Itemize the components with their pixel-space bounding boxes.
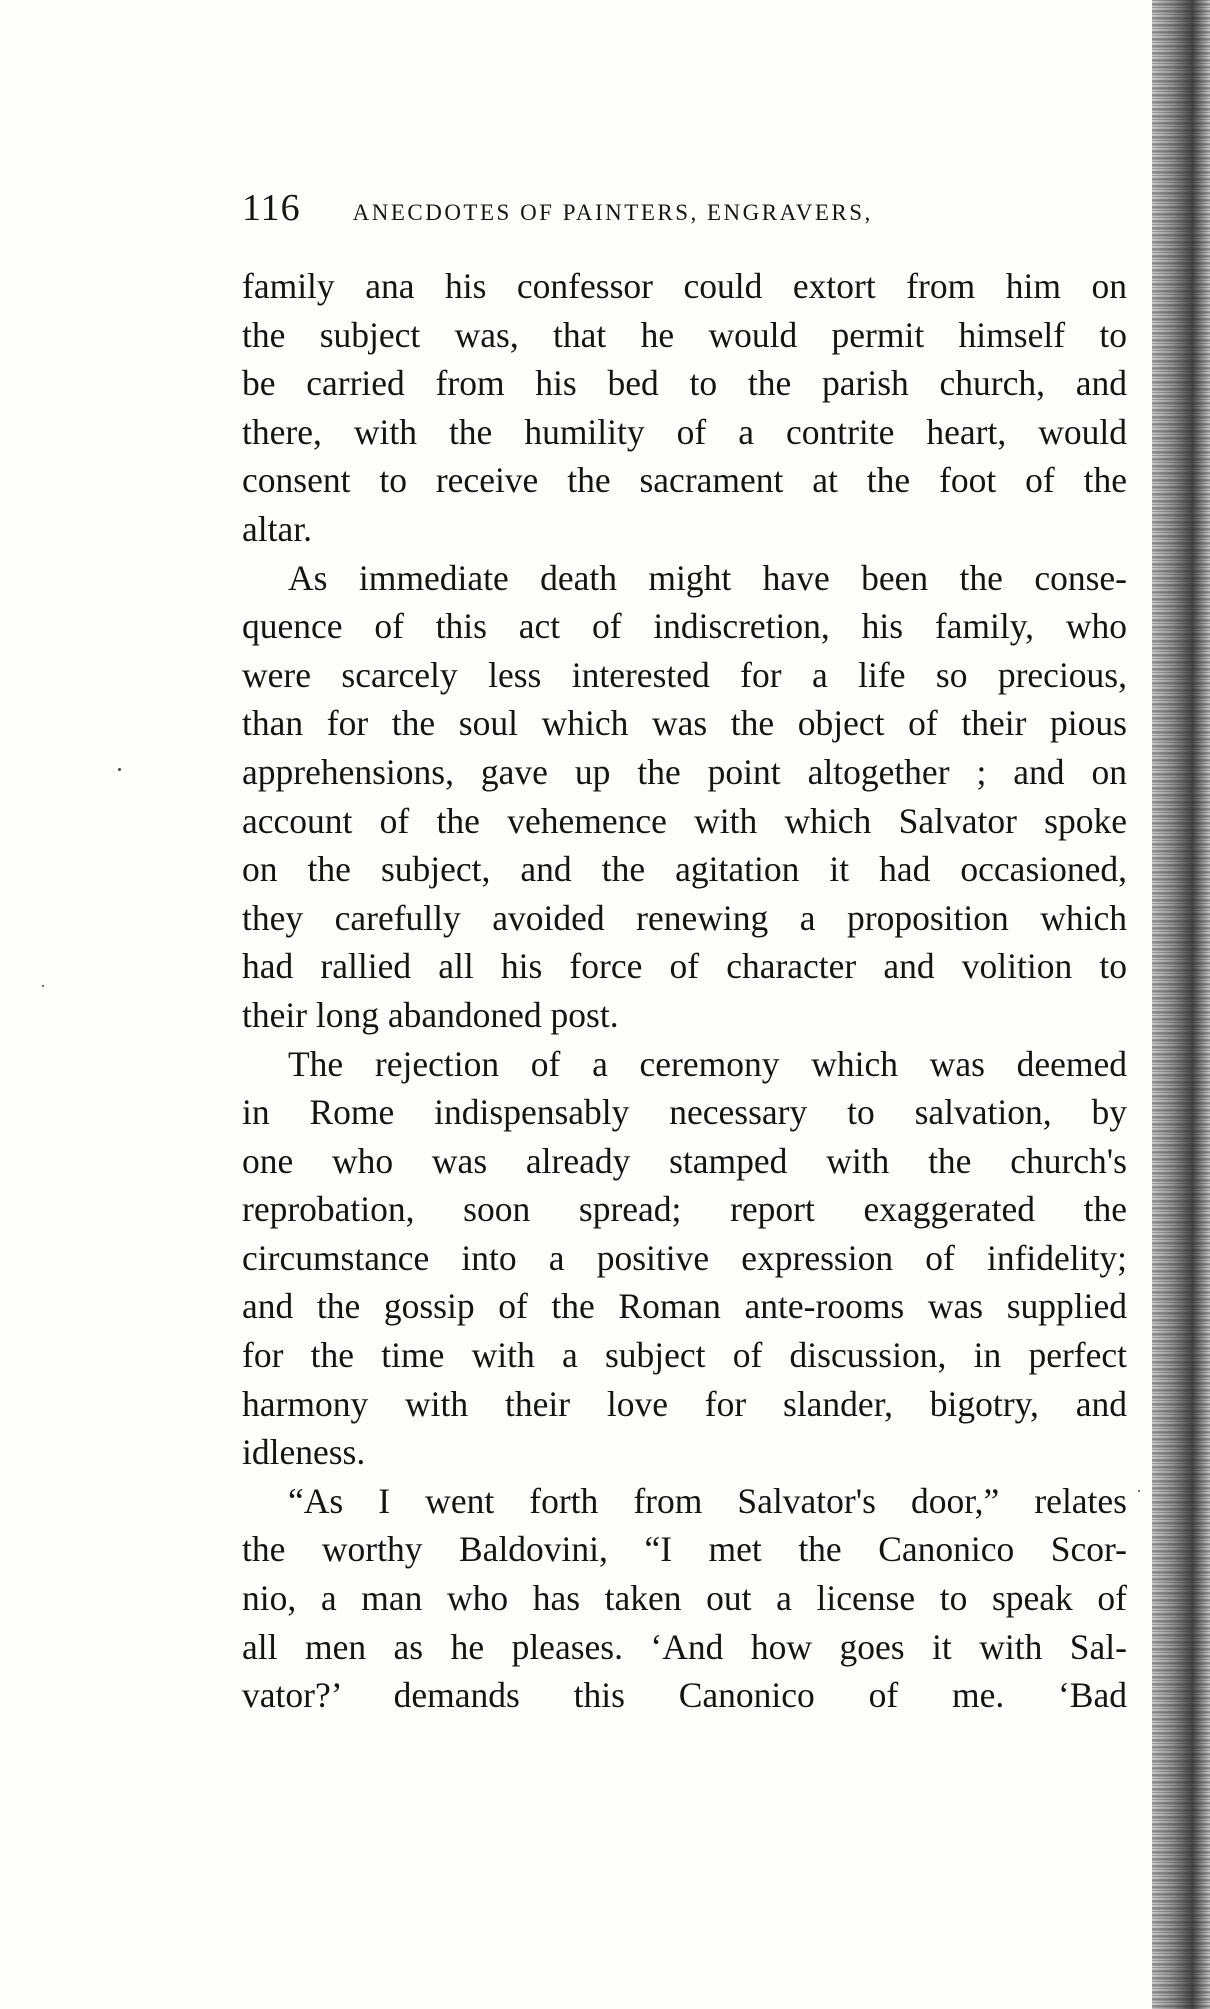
running-head: ANECDOTES OF PAINTERS, ENGRAVERS, bbox=[352, 200, 873, 225]
text-line: they carefully avoided renewing a proposition which bbox=[242, 897, 1127, 938]
text-line: account of the vehemence with which Salvator spoke bbox=[242, 800, 1127, 841]
text-line: The rejection of a ceremony which was deemed bbox=[288, 1043, 1127, 1084]
paragraph-1 bbox=[242, 262, 1127, 554]
text-line: vator?’ demands this Canonico of me. ‘Bad bbox=[242, 1675, 1127, 1716]
text-line: and the gossip of the Roman ante-rooms was supplied bbox=[242, 1286, 1127, 1327]
text-line: the subject was, that he would permit himself to bbox=[242, 314, 1127, 355]
paragraph-3 bbox=[242, 1040, 1127, 1477]
text-line: the worthy Baldovini, “I met the Canonico Scor- bbox=[242, 1529, 1127, 1570]
text-line: had rallied all his force of character and volition to bbox=[242, 946, 1127, 987]
text-line: As immediate death might have been the conse- bbox=[288, 557, 1127, 598]
paragraph-2 bbox=[242, 554, 1127, 1040]
page-number: 116 bbox=[242, 187, 301, 229]
text-line: one who was already stamped with the church's bbox=[242, 1140, 1127, 1181]
scanned-page-edge bbox=[1152, 0, 1210, 2009]
scan-speck bbox=[42, 985, 44, 987]
paragraph-4 bbox=[242, 1477, 1127, 1720]
text-line: than for the soul which was the object of their pious bbox=[242, 703, 1127, 744]
text-line: be carried from his bed to the parish church, and bbox=[242, 363, 1127, 404]
body-text bbox=[242, 262, 1127, 1720]
text-line: altar. bbox=[242, 508, 312, 549]
page-header bbox=[242, 186, 1082, 236]
text-line: family ana his confessor could extort from him on bbox=[242, 266, 1127, 306]
text-line: circumstance into a positive expression of infidelity; bbox=[242, 1237, 1127, 1278]
text-line: apprehensions, gave up the point altogether ; and on bbox=[242, 751, 1127, 792]
text-line: their long abandoned post. bbox=[242, 994, 619, 1035]
text-line: quence of this act of indiscretion, his family, who bbox=[242, 606, 1127, 647]
text-line: on the subject, and the agitation it had occasioned, bbox=[242, 849, 1127, 890]
text-line: in Rome indispensably necessary to salvation, by bbox=[242, 1092, 1127, 1133]
scan-speck bbox=[1138, 1490, 1140, 1492]
text-line: nio, a man who has taken out a license to speak of bbox=[242, 1578, 1127, 1619]
text-line: there, with the humility of a contrite heart, would bbox=[242, 411, 1127, 452]
text-line: all men as he pleases. ‘And how goes it with Sal- bbox=[242, 1626, 1127, 1667]
text-line: for the time with a subject of discussion, in perfect bbox=[242, 1335, 1127, 1376]
text-line: reprobation, soon spread; report exaggerated the bbox=[242, 1189, 1127, 1230]
text-line: “As I went forth from Salvator's door,” relates bbox=[288, 1480, 1127, 1521]
text-line: were scarcely less interested for a life so precious, bbox=[242, 654, 1127, 695]
scan-speck bbox=[118, 768, 121, 771]
text-line: harmony with their love for slander, bigotry, and bbox=[242, 1383, 1127, 1424]
text-line: idleness. bbox=[242, 1432, 366, 1473]
text-line: consent to receive the sacrament at the foot of the bbox=[242, 460, 1127, 501]
